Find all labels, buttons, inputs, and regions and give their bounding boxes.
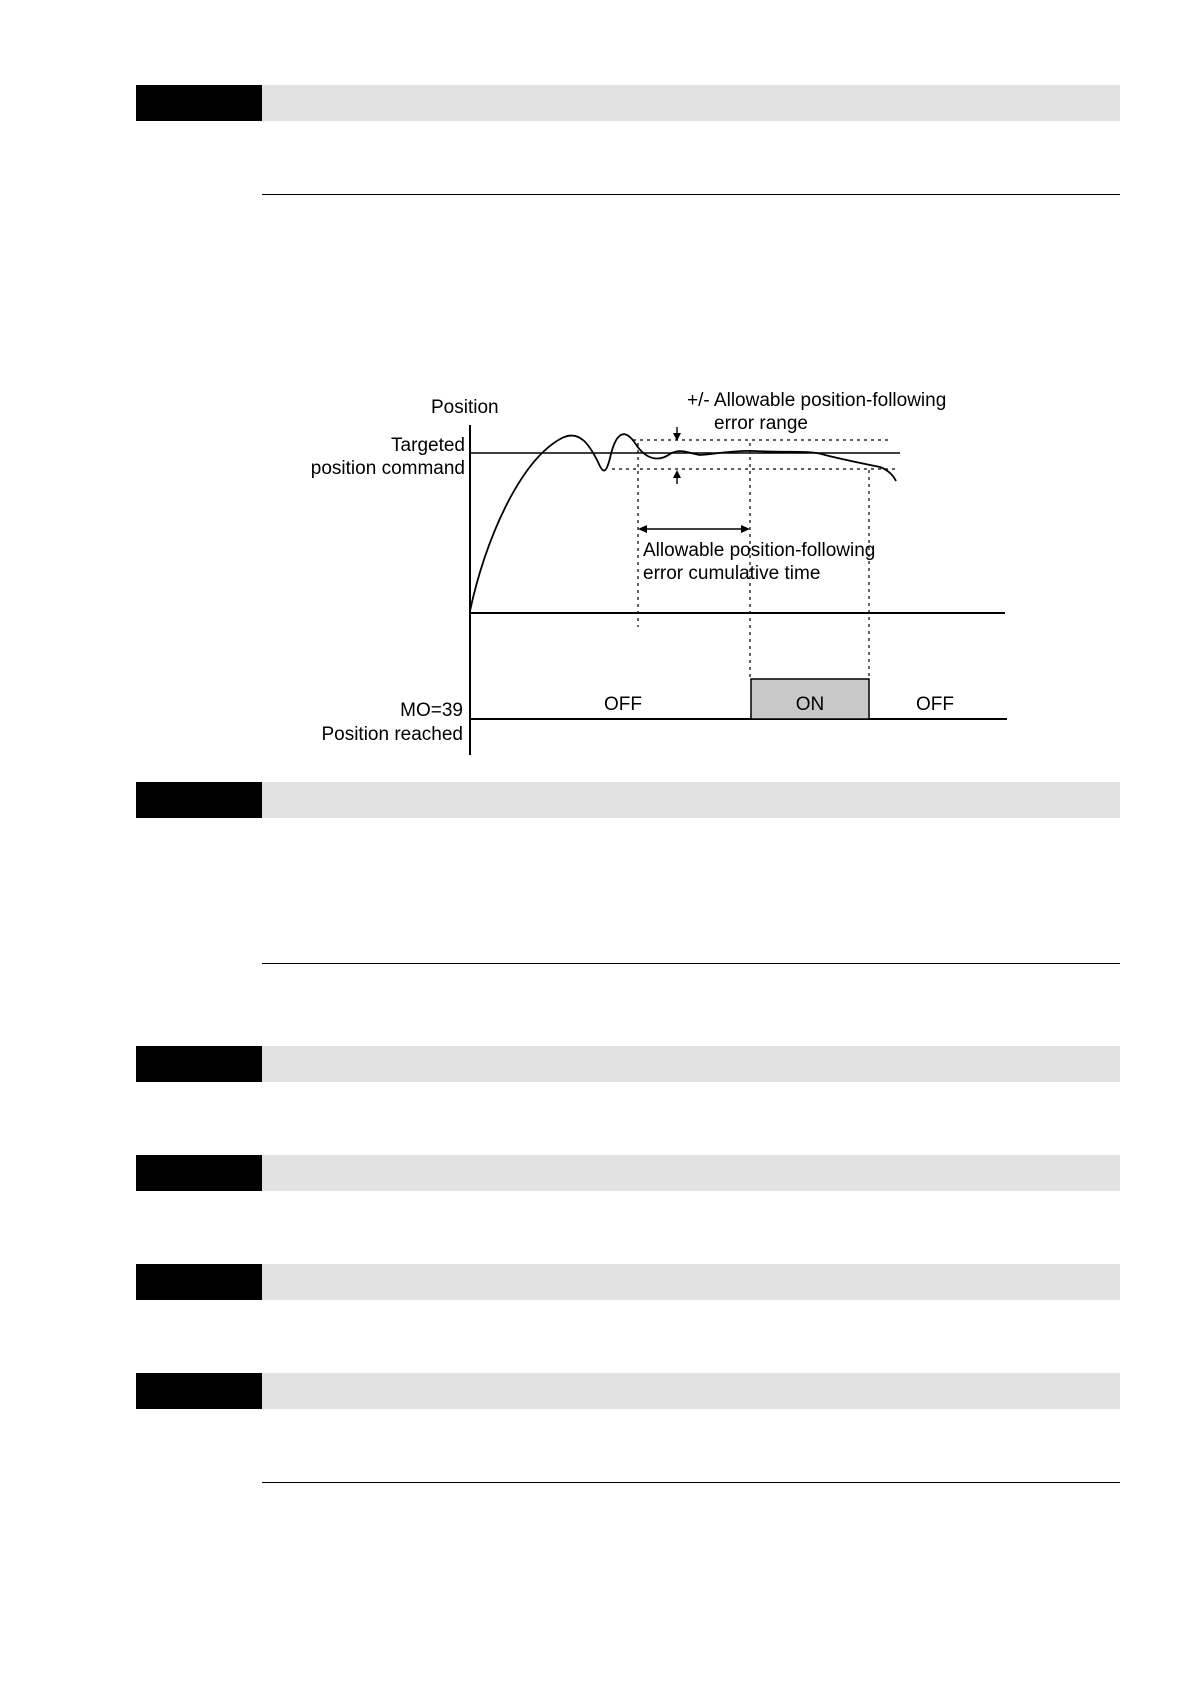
position-reached-timing-diagram (0, 0, 1190, 800)
param-code-box (136, 1155, 262, 1191)
targeted-label-line2: position command (310, 458, 465, 479)
off-state-label-second: OFF (916, 694, 954, 715)
param-code-box (136, 1373, 262, 1409)
off-state-label-first: OFF (604, 694, 642, 715)
cumulative-time-label-line1: Allowable position-following (643, 540, 876, 561)
section-divider (262, 1482, 1120, 1483)
param-title-bar (262, 1046, 1120, 1082)
position-response-curve (470, 434, 896, 611)
param-header-5 (136, 1264, 1120, 1300)
section-divider (262, 963, 1120, 964)
position-axis-label: Position (431, 397, 499, 418)
param-code-box (136, 1046, 262, 1082)
param-title-bar (262, 1264, 1120, 1300)
error-range-label-line2: error range (714, 413, 808, 434)
cumulative-time-label-line2: error cumulative time (643, 563, 821, 584)
param-header-6 (136, 1373, 1120, 1409)
param-header-4 (136, 1155, 1120, 1191)
param-title-bar (262, 1155, 1120, 1191)
param-header-3 (136, 1046, 1120, 1082)
param-title-bar (262, 1373, 1120, 1409)
error-range-arrow-up (673, 470, 681, 484)
on-state-label: ON (795, 694, 825, 715)
param-code-box (136, 782, 262, 818)
param-title-bar (262, 782, 1120, 818)
mo-label-line2: Position reached (321, 724, 463, 745)
error-range-label-line1: +/- Allowable position-following (687, 390, 947, 411)
mo-label-line1: MO=39 (400, 700, 463, 721)
cumulative-time-arrow (638, 525, 750, 533)
param-header-2 (136, 782, 1120, 818)
error-range-arrow-down (673, 427, 681, 441)
targeted-label-line1: Targeted (391, 435, 465, 456)
param-code-box (136, 1264, 262, 1300)
